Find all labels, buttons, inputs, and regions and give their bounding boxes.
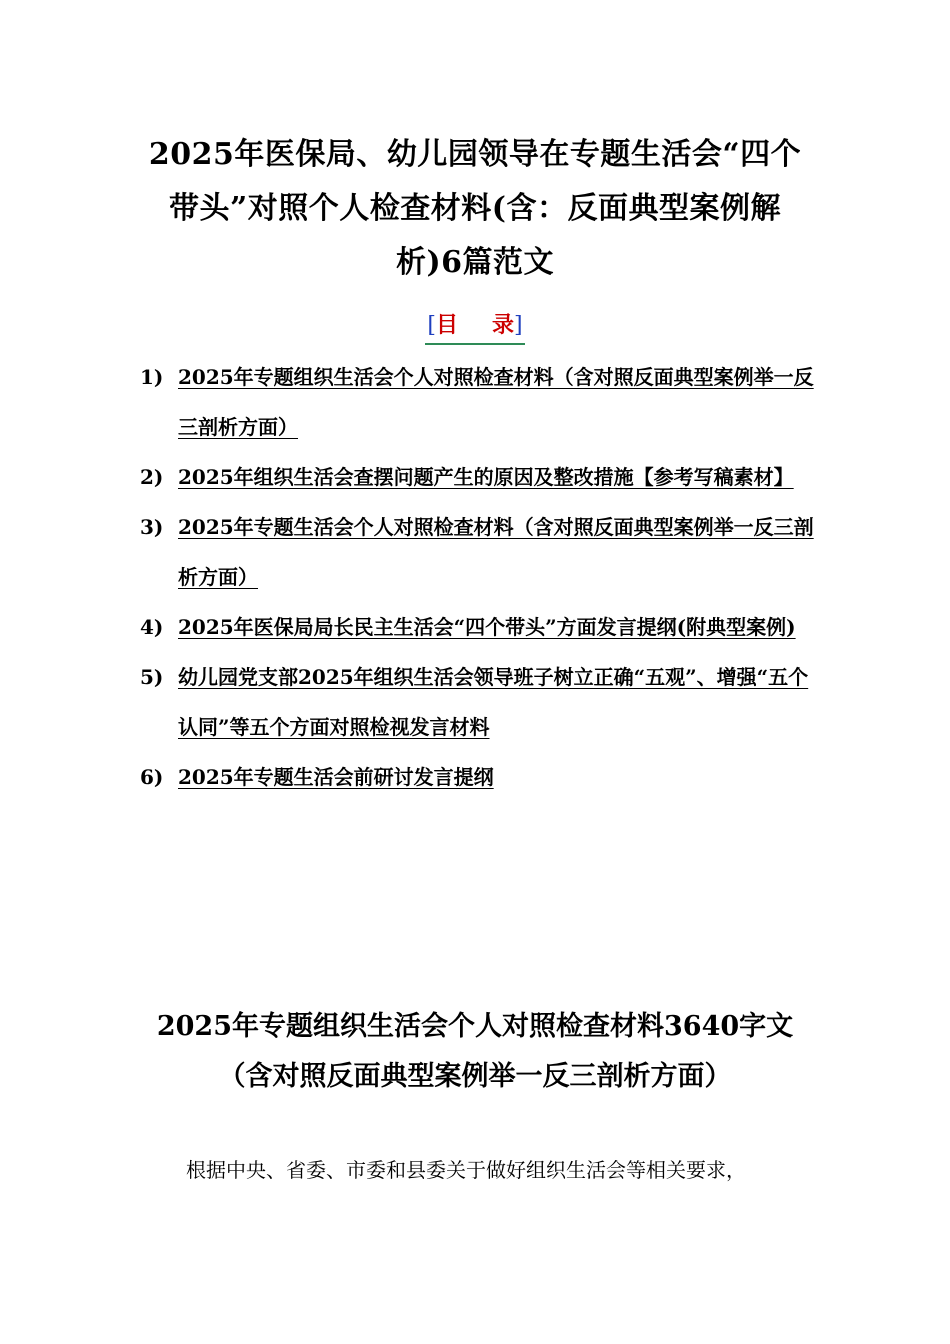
- toc-heading-char-1: 目: [435, 312, 458, 338]
- toc-bracket-open: [: [427, 313, 436, 338]
- toc-number: 5): [140, 665, 164, 689]
- toc-heading: [0, 308, 950, 345]
- toc-number: 6): [140, 765, 164, 789]
- toc-number: 4): [140, 615, 164, 639]
- section-title-line-2: （含对照反面典型案例举一反三剖析方面）: [218, 1061, 732, 1092]
- section-title-line-1: 2025年专题组织生活会个人对照检查材料3640字文: [156, 1011, 794, 1042]
- section-title: [100, 1002, 850, 1102]
- toc-number: 2): [140, 465, 164, 489]
- toc-link-2[interactable]: 2025年组织生活会查摆问题产生的原因及整改措施【参考写稿素材】: [178, 465, 794, 489]
- toc-link-5[interactable]: 幼儿园党支部2025年组织生活会领导班子树立正确“五观”、增强“五个认同”等五个方面对照检视发言材料: [178, 665, 809, 739]
- toc-item-1: [140, 352, 820, 452]
- toc-item-2: [140, 452, 820, 502]
- toc-bracket-close: ]: [514, 313, 523, 338]
- toc-link-6[interactable]: 2025年专题生活会前研讨发言提纲: [178, 765, 494, 789]
- toc-item-4: [140, 602, 820, 652]
- toc-item-5: [140, 652, 820, 752]
- toc-item-3: [140, 502, 820, 602]
- body-paragraph: 根据中央、省委、市委和县委关于做好组织生活会等相关要求，: [186, 1158, 746, 1182]
- toc-link-1[interactable]: 2025年专题组织生活会个人对照检查材料（含对照反面典型案例举一反三剖析方面）: [178, 365, 814, 439]
- toc-number: 1): [140, 365, 164, 389]
- toc-number: 3): [140, 515, 164, 539]
- document-title: 2025年医保局、幼儿园领导在专题生活会“四个带头”对照个人检查材料(含：反面典型案例解析)6篇范文: [148, 137, 802, 280]
- toc-heading-char-2: 录: [492, 312, 515, 338]
- toc-list: [140, 352, 820, 802]
- toc-link-4[interactable]: 2025年医保局局长民主生活会“四个带头”方面发言提纲(附典型案例): [178, 615, 796, 639]
- toc-link-3[interactable]: 2025年专题生活会个人对照检查材料（含对照反面典型案例举一反三剖析方面）: [178, 515, 814, 589]
- toc-item-6: [140, 752, 820, 802]
